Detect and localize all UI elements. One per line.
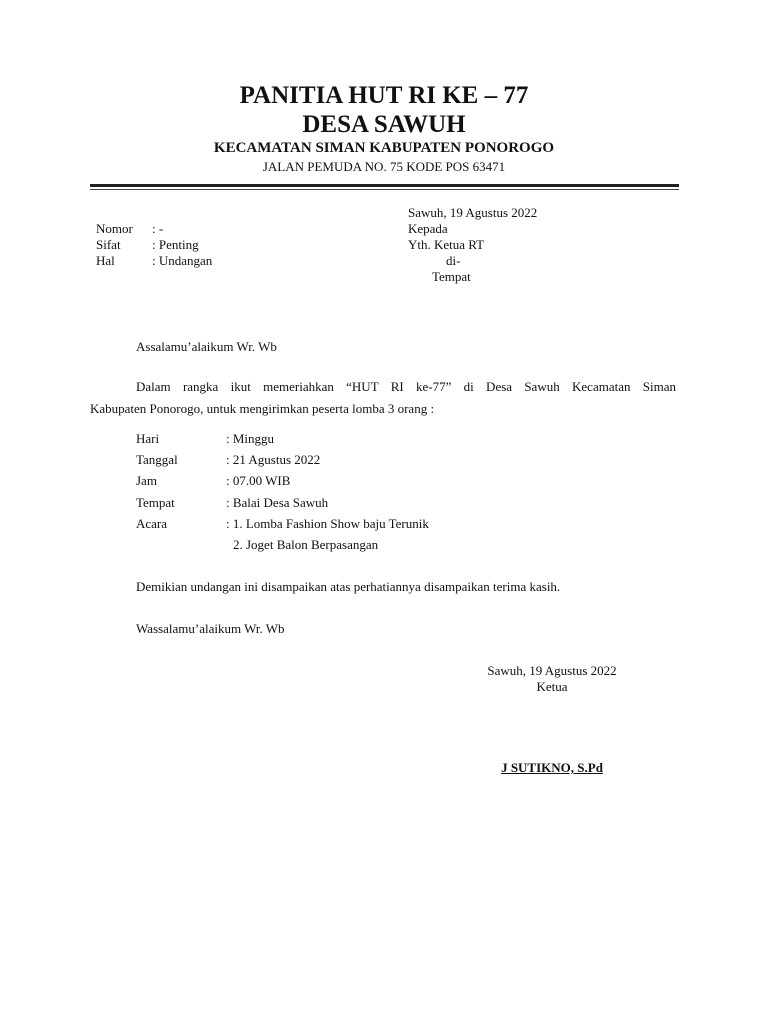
letter-address: JALAN PEMUDA NO. 75 KODE POS 63471 xyxy=(262,159,506,174)
recipient-di: di- xyxy=(446,253,461,268)
header-divider-thin xyxy=(90,189,679,190)
detail-label-jam: Jam xyxy=(136,473,157,488)
detail-value-hari: : Minggu xyxy=(226,431,275,446)
intro-line-2: Kabupaten Ponorogo, untuk mengirimkan peserta lomba 3 orang : xyxy=(90,401,435,416)
greeting: Assalamu’alaikum Wr. Wb xyxy=(136,339,277,354)
closing-text: Demikian undangan ini disampaikan atas perhatiannya disampaikan terima kasih. xyxy=(136,579,561,594)
header-divider-thick xyxy=(90,184,679,187)
meta-value-nomor: : - xyxy=(152,221,164,236)
detail-label-tanggal: Tanggal xyxy=(136,452,178,467)
detail-value-tanggal: : 21 Agustus 2022 xyxy=(226,452,321,467)
signature-role: Ketua xyxy=(536,679,568,694)
farewell: Wassalamu’alaikum Wr. Wb xyxy=(136,621,285,636)
signature-date: Sawuh, 19 Agustus 2022 xyxy=(487,663,617,678)
recipient-addressee: Yth. Ketua RT xyxy=(408,237,485,252)
meta-value-hal: : Undangan xyxy=(152,253,213,268)
meta-label-nomor: Nomor xyxy=(96,221,133,236)
meta-value-sifat: : Penting xyxy=(152,237,199,252)
letter-subtitle: DESA SAWUH xyxy=(302,111,466,138)
signer-name: J SUTIKNO, S.Pd xyxy=(501,760,603,775)
recipient-kepada: Kepada xyxy=(408,221,448,236)
recipient-place: Tempat xyxy=(432,269,471,284)
letter-title: PANITIA HUT RI KE – 77 xyxy=(239,82,529,109)
detail-value-jam: : 07.00 WIB xyxy=(226,473,291,488)
intro-line-1: Dalam rangka ikut memeriahkan “HUT RI ke-77” di Desa Sawuh Kecamatan Siman xyxy=(136,379,676,394)
meta-label-sifat: Sifat xyxy=(96,237,121,252)
letter-date: Sawuh, 19 Agustus 2022 xyxy=(408,205,538,220)
detail-label-hari: Hari xyxy=(136,431,160,446)
detail-acara-item-2: 2. Joget Balon Berpasangan xyxy=(233,537,379,552)
detail-label-tempat: Tempat xyxy=(136,495,175,510)
detail-label-acara: Acara xyxy=(136,516,168,531)
detail-value-acara: : 1. Lomba Fashion Show baju Terunik xyxy=(226,516,429,531)
letter-district: KECAMATAN SIMAN KABUPATEN PONOROGO xyxy=(213,140,555,156)
detail-value-tempat: : Balai Desa Sawuh xyxy=(226,495,329,510)
meta-label-hal: Hal xyxy=(96,253,115,268)
